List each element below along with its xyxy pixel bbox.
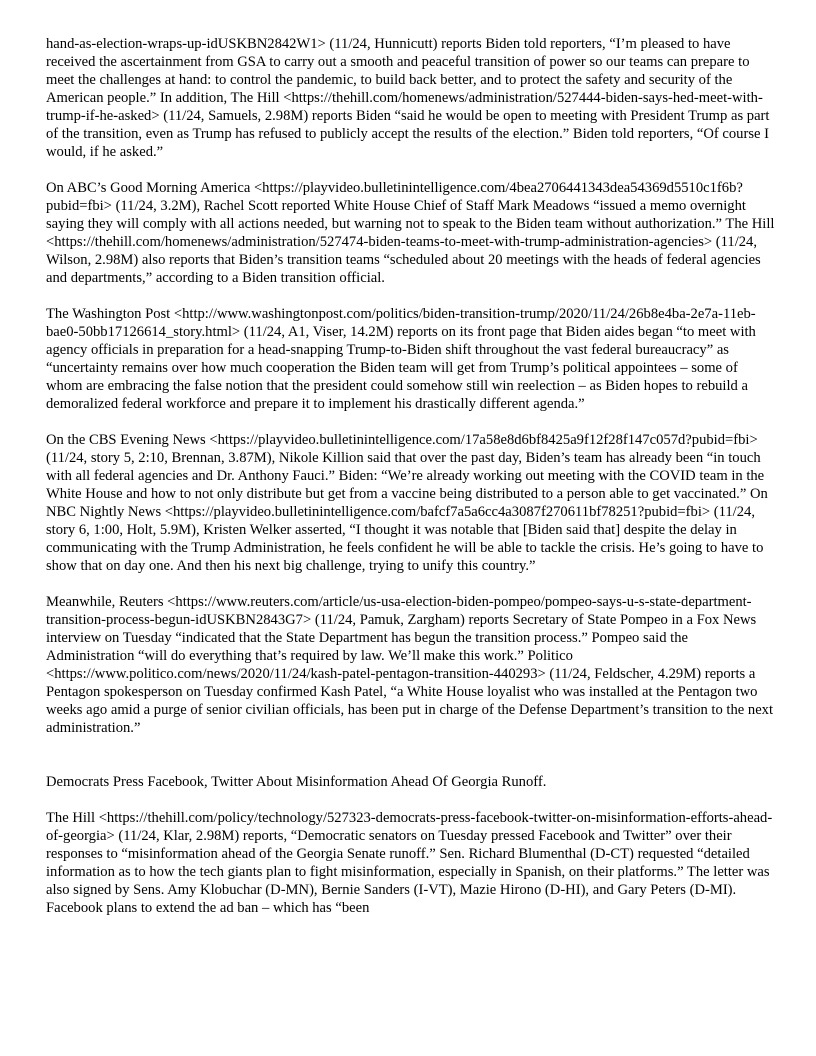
paragraph-abc-good-morning-america: On ABC’s Good Morning America <https://playvideo.bulletinintelligence.com/4bea2706441343dea54369d5510c1f6b?pubid=fbi> (11/24, 3.2M), Rachel Scott reported White House Chief of Staff Mark Meadows “issued a memo overnight saying they will comply with all actions needed, but warning not to speak to the Biden team without authorization.” The Hill <https://thehill.com/homenews/administration/527474-biden-teams-to-meet-with-trump-administration-agencies> (11/24, Wilson, 2.98M) also reports that Biden’s transition teams “scheduled about 20 meetings with the heads of federal agencies and departments,” according to a Biden transition official. (46, 180, 775, 286)
paragraph-reuters-politico: Meanwhile, Reuters <https://www.reuters.com/article/us-usa-election-biden-pompeo/pompeo-says-u-s-state-department-transition-process-begun-idUSKBN2843G7> (11/24, Pamuk, Zargham) reports Secretary of State Pompeo in a Fox News interview on Tuesday “indicated that the State Department has begun the transition process.” Pompeo said the Administration “will do everything that’s required by law. We’ll make this work.” Politico <https://www.politico.com/news/2020/11/24/kash-patel-pentagon-transition-440293> (11/24, Feldscher, 4.29M) reports a Pentagon spokesperson on Tuesday confirmed Kash Patel, “a White House loyalist who was installed at the Pentagon two weeks ago amid a purge of senior civilian officials, has been put in charge of the Defense Department’s transition to the next administration.” (46, 594, 774, 736)
paragraph-cbs-nbc-news: On the CBS Evening News <https://playvideo.bulletinintelligence.com/17a58e8d6bf8425a9f12f28f147c057d?pubid=fbi> (11/24, story 5, 2:10, Brennan, 3.87M), Nikole Killion said that over the past day, Biden’s team has already been “in touch with all federal agencies and Dr. Anthony Fauci.” Biden: “We’re already working out meeting with the COVID team in the White House and how to not only distribute but get from a vaccine being distributed to a person able to get vaccinated.” On NBC Nightly News <https://playvideo.bulletinintelligence.com/bafcf7a5a6cc4a3087f270611bf78251?pubid=fbi> (11/24, story 6, 1:00, Holt, 5.9M), Kristen Welker asserted, “I thought it was notable that [Biden said that] despite the delay in communicating with the Trump Administration, he feels confident he will be able to tackle the crisis. He’s going to have to show that on day one. And then his next big challenge, trying to unify this country.” (46, 432, 768, 574)
paragraph-washington-post: The Washington Post <http://www.washingtonpost.com/politics/biden-transition-trump/2020/11/24/26b8e4ba-2e7a-11eb-bae0-50bb17126614_story.html> (11/24, A1, Viser, 14.2M) reports on its front page that Biden aides began “to meet with agency officials in preparation for a head-snapping Trump-to-Biden shift throughout the vast federal bureaucracy” as “uncertainty remains over how much cooperation the Biden team will get from Trump’s political appointees – some of whom are embracing the false notion that the president could somehow still win reelection – as Biden hopes to rebuild a demoralized federal workforce and prepare it to implement his drastically different agenda.” (46, 306, 756, 412)
paragraph-the-hill-georgia: The Hill <https://thehill.com/policy/technology/527323-democrats-press-facebook-twitter-on-misinformation-efforts-ahead-of-georgia> (11/24, Klar, 2.98M) reports, “Democratic senators on Tuesday pressed Facebook and Twitter” over their responses to “misinformation ahead of the Georgia Senate runoff.” Sen. Richard Blumenthal (D-CT) requested “detailed information as to how the tech giants plan to fight misinformation, especially in Spanish, on their platforms.” The letter was also signed by Sens. Amy Klobuchar (D-MN), Bernie Sanders (I-VT), Mazie Hirono (D-HI), and Gary Peters (D-MI). Facebook plans to extend the ad ban – which has “been (46, 810, 773, 916)
section-heading: Democrats Press Facebook, Twitter About Misinformation Ahead Of Georgia Runoff. (46, 774, 547, 790)
paragraph-gsa-ascertainment: hand-as-election-wraps-up-idUSKBN2842W1> (11/24, Hunnicutt) reports Biden told reporters, “I’m pleased to have received the ascertainment from GSA to carry out a smooth and peaceful transition of power so our teams can prepare to meet the challenges at hand: to control the pandemic, to build back better, and to protect the safety and security of the American people.” In addition, The Hill <https://thehill.com/homenews/administration/527444-biden-says-hed-meet-with-trump-if-he-asked> (11/24, Samuels, 2.98M) reports Biden “said he would be open to meeting with President Trump as part of the transition, even as Trump has refused to publicly accept the results of the election.” Biden told reporters, “Of course I would, if he asked.” (46, 36, 770, 160)
document-page (46, 35, 776, 917)
